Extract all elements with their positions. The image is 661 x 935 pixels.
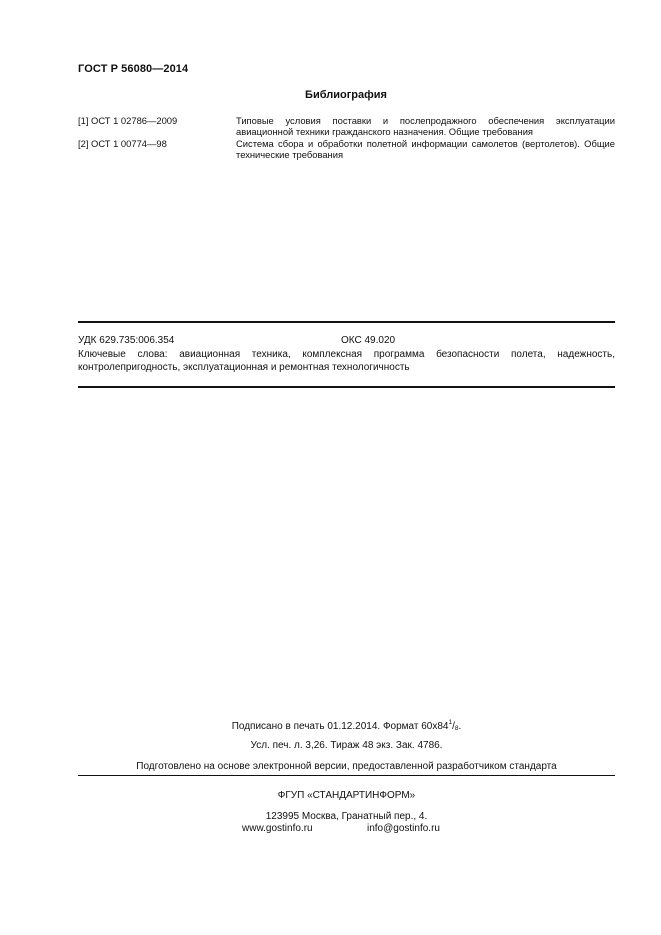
bibliography-entry-code: [1] ОСТ 1 02786—2009 bbox=[78, 115, 178, 126]
prepared-note: Подготовлено на основе электронной версии, предоставленной разработчиком стандарта bbox=[136, 761, 557, 772]
bibliography-entry-text: Типовые условия поставки и послепродажного обеспечения эксплуатации авиационной техники гражданского назначения. Общие требования bbox=[236, 115, 615, 137]
email-link[interactable]: info@gostinfo.ru bbox=[367, 823, 440, 834]
bibliography-entry bbox=[78, 115, 615, 139]
bibliography-entry-text: Система сбора и обработки полетной информации самолетов (вертолетов). Общие технические требования bbox=[236, 138, 615, 160]
classification-bottom-rule bbox=[78, 386, 615, 388]
publisher-address: 123995 Москва, Гранатный пер., 4. bbox=[265, 811, 428, 822]
format-slash: / bbox=[452, 721, 455, 732]
print-details: Усл. печ. л. 3,26. Тираж 48 экз. Зак. 4786. bbox=[250, 740, 443, 751]
bibliography-entry bbox=[78, 138, 615, 162]
signed-suffix: . bbox=[458, 721, 462, 732]
publisher-name: ФГУП «СТАНДАРТИНФОРМ» bbox=[277, 790, 416, 801]
classification-top-rule bbox=[78, 321, 615, 323]
imprint-rule bbox=[78, 775, 615, 776]
oks-code: ОКС 49.020 bbox=[341, 335, 396, 346]
signed-text: Подписано в печать 01.12.2014. Формат 60х84 bbox=[231, 721, 449, 732]
standard-code-header: ГОСТ Р 56080—2014 bbox=[78, 63, 189, 75]
udk-code: УДК 629.735:006.354 bbox=[78, 335, 175, 346]
format-denominator: 8 bbox=[454, 725, 459, 732]
signed-for-print-line bbox=[78, 719, 615, 732]
website-link[interactable]: www.gostinfo.ru bbox=[242, 823, 313, 834]
classification-codes bbox=[78, 335, 615, 348]
bibliography-title: Библиография bbox=[305, 89, 387, 101]
bibliography-entry-code: [2] ОСТ 1 00774—98 bbox=[78, 138, 167, 149]
keywords-text: Ключевые слова: авиационная техника, комплексная программа безопасности полета, надежность, контролепригодность, эксплуатационная и ремонтная технологичность bbox=[78, 349, 615, 373]
format-numerator: 1 bbox=[448, 719, 453, 726]
